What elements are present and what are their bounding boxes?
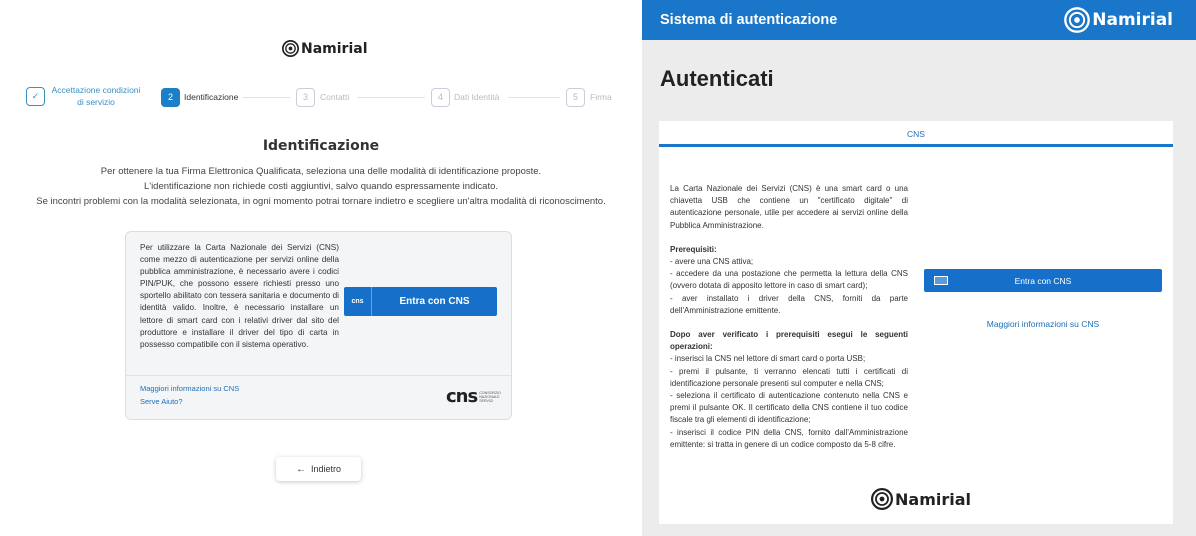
auth-card	[659, 121, 1173, 524]
cns-logo-mark: cns	[446, 386, 478, 407]
card-icon	[934, 276, 948, 285]
steps-block	[670, 329, 908, 451]
step-1-check-icon[interactable]: ✓	[26, 87, 45, 106]
entra-con-cns-label: Entra con CNS	[1014, 275, 1072, 286]
header-namirial-logo	[1064, 7, 1173, 33]
step-2-label[interactable]: Identificazione	[184, 92, 239, 102]
cns-intro: La Carta Nazionale dei Servizi (CNS) è una smart card o una chiavetta USB che contiene un "certificato digitale" di autenticazione personale, utile per accedere ai servizi online della Pubblica Amministrazione.	[670, 184, 908, 230]
step-2-number[interactable]: 2	[161, 88, 180, 107]
intro-text	[0, 164, 642, 209]
step-3-number: 3	[296, 88, 315, 107]
header-title: Sistema di autenticazione	[660, 12, 838, 28]
more-info-cns-link[interactable]: Maggiori informazioni su CNS	[140, 384, 240, 393]
namirial-logo-text: Namirial	[895, 489, 971, 509]
cns-consortium-logo	[446, 386, 499, 407]
intro-line: Per ottenere la tua Firma Elettronica Qualificata, seleziona una delle modalità di identificazione proposte.	[100, 166, 542, 177]
steps-item: - seleziona il certificato di autenticazione contenuto nella CNS e premi il pulsante OK. Il certificato della CNS contiene il tuo codice fiscale tra gli elementi di identificazione;	[670, 391, 908, 425]
step-5-label: Firma	[590, 92, 612, 102]
namirial-logo-icon	[871, 488, 893, 510]
namirial-logo-text: Namirial	[301, 40, 368, 57]
prereq-block	[670, 244, 908, 317]
cns-logo-text: CONSORZIO NAZIONALE SERVIZI	[479, 390, 501, 403]
back-button[interactable]	[276, 457, 361, 481]
entra-con-cns-button[interactable]	[344, 287, 497, 316]
step-3-label: Contatti	[320, 92, 350, 102]
namirial-logo	[282, 40, 368, 57]
page-title: Autenticati	[660, 66, 774, 91]
right-panel	[642, 0, 1196, 536]
step-4-number: 4	[431, 88, 450, 107]
prereq-item: - accedere da una postazione che permetta la lettura della CNS (ovvero dotata di apposito lettore in caso di smart card);	[670, 269, 908, 291]
intro-line: Se incontri problemi con la modalità selezionata, in ogni momento potrai tornare indietro e scegliere un'altra modalità di riconoscimento.	[36, 196, 606, 207]
namirial-logo-icon	[282, 40, 299, 57]
back-button-label: Indietro	[310, 464, 342, 474]
stepper-line	[508, 97, 560, 98]
cns-instructions	[670, 183, 908, 463]
cns-description: Per utilizzare la Carta Nazionale dei Servizi (CNS) come mezzo di autenticazione per servizi online della pubblica amministrazione, è necessario avere i codici PIN/PUK, che possono essere richiesti presso uno sportello abilitato con tessera sanitaria e documento di identità valido. Inoltre, è necessario installare un lettore di smart card con i relativi driver dal sito del produttore e installare il driver del tipo di carta in possesso compatibile con il sistema operativo.	[140, 243, 339, 349]
card-divider	[126, 375, 511, 376]
header-bar	[642, 0, 1196, 40]
cns-option-card	[125, 231, 512, 420]
entra-con-cns-button[interactable]	[924, 269, 1162, 292]
intro-line: L'identificazione non richiede costi aggiuntivi, salvo quando espressamente indicato.	[143, 181, 499, 192]
stepper-line	[242, 97, 290, 98]
entra-con-cns-label: Entra con CNS	[399, 296, 470, 307]
help-link[interactable]: Serve Aiuto?	[140, 397, 183, 406]
prereq-item: - aver installato i driver della CNS, forniti da parte dell'Amministrazione emittente.	[670, 293, 908, 315]
stepper-line	[357, 97, 425, 98]
cns-icon: cns	[344, 287, 372, 316]
arrow-left-icon: ←	[295, 463, 306, 475]
steps-item: - inserisci il codice PIN della CNS, fornito dall'Amministrazione emittente: si tratta in genere di un codice composto da 5-8 cifre.	[670, 427, 908, 449]
step-1-label[interactable]: Accettazione condizioni di servizio	[51, 85, 141, 107]
header-logo-text: Namirial	[1092, 10, 1173, 30]
step-4-label: Dati Identità	[454, 92, 500, 102]
prereq-title: Prerequisiti:	[670, 244, 717, 254]
step-5-number: 5	[566, 88, 585, 107]
namirial-logo-icon	[1064, 7, 1090, 33]
tab-cns[interactable]: CNS	[659, 121, 1173, 147]
prereq-item: - avere una CNS attiva;	[670, 257, 754, 267]
steps-item: - premi il pulsante, ti verranno elencati tutti i certificati di identificazione personale presenti sul computer e nella CNS;	[670, 366, 908, 388]
more-info-cns-link[interactable]: Maggiori informazioni su CNS	[986, 319, 1100, 329]
steps-title: Dopo aver verificato i prerequisiti esegui le seguenti operazioni:	[670, 330, 908, 352]
page-title: Identificazione	[262, 138, 380, 154]
steps-item: - inserisci la CNS nel lettore di smart card o porta USB;	[670, 354, 866, 364]
namirial-logo	[871, 488, 971, 510]
